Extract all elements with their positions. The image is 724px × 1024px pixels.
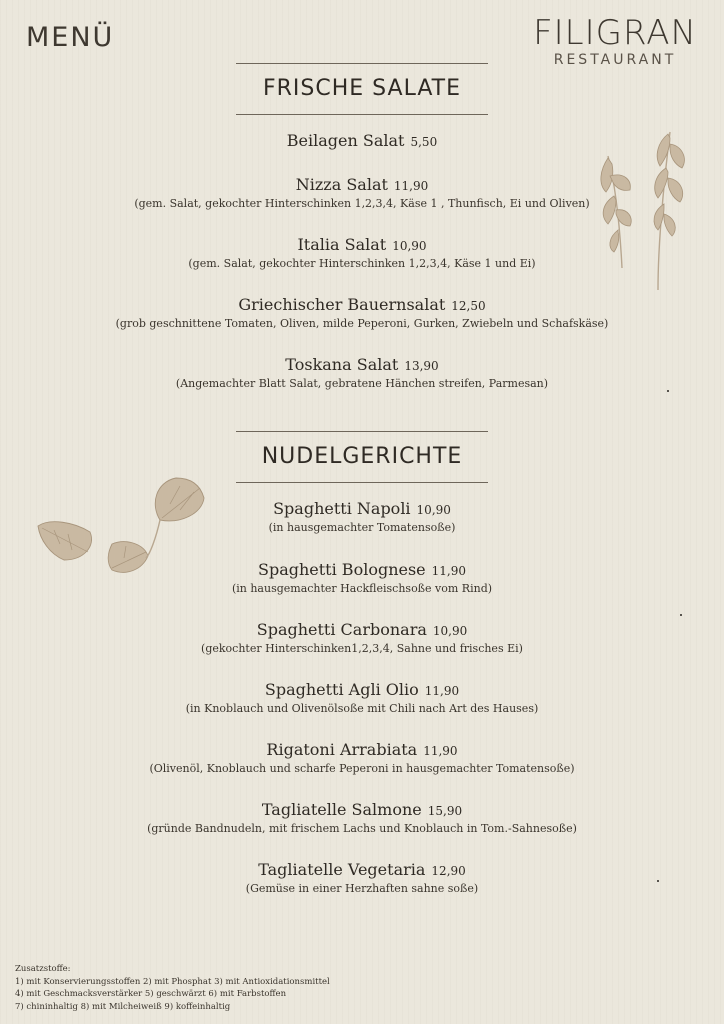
item-name: Spaghetti Bolognese (257, 560, 426, 579)
speck (680, 614, 682, 616)
section-header-salads (0, 63, 724, 115)
item-description: (Gemüse in einer Herzhaften sahne soße) (245, 882, 479, 895)
divider (236, 482, 488, 483)
brand-subtitle: RESTAURANT (553, 52, 677, 68)
item-name: Rigatoni Arrabiata (266, 740, 418, 759)
menu-item (0, 740, 724, 776)
menu-item (0, 355, 724, 391)
menu-item (0, 295, 724, 331)
divider (236, 63, 488, 64)
item-description: (grob geschnittene Tomaten, Oliven, milde Peperoni, Gurken, Zwiebeln und Schafskäse) (115, 317, 609, 330)
footnote-line: 1) mit Konservierungsstoffen 2) mit Phosphat 3) mit Antioxidationsmittel (15, 976, 330, 987)
item-price: 15,90 (427, 804, 463, 818)
item-price: 11,90 (393, 179, 429, 193)
item-description: (in hausgemachter Hackfleischsoße vom Rind) (231, 582, 493, 595)
item-price: 12,50 (451, 299, 486, 313)
menu-label: MENÜ (26, 22, 115, 53)
item-name: Beilagen Salat (286, 131, 405, 150)
item-description: (gekochter Hinterschinken1,2,3,4, Sahne und frisches Ei) (201, 642, 523, 655)
brand-name: FILIGRAN (533, 13, 697, 53)
item-description: (gem. Salat, gekochter Hinterschinken 1,2,3,4, Käse 1 und Ei) (188, 257, 536, 270)
item-price: 11,90 (424, 684, 460, 698)
item-price: 10,90 (432, 624, 468, 638)
item-name: Nizza Salat (295, 175, 388, 194)
section-title: FRISCHE SALATE (262, 76, 462, 101)
item-price: 11,90 (423, 744, 458, 758)
item-description: (in Knoblauch und Olivenölsoße mit Chili nach Art des Hauses) (185, 702, 539, 715)
footnote-line: 7) chininhaltig 8) mit Milcheiweiß 9) koffeinhaltig (15, 1001, 231, 1012)
menu-item (0, 860, 724, 896)
item-price: 10,90 (416, 503, 451, 517)
item-description: (gem. Salat, gekochter Hinterschinken 1,2,3,4, Käse 1 , Thunfisch, Ei und Oliven) (134, 197, 590, 210)
item-description: (gründe Bandnudeln, mit frischem Lachs und Knoblauch in Tom.-Sahnesoße) (147, 822, 577, 835)
divider (236, 431, 488, 432)
basil-leaves-icon (30, 474, 220, 584)
item-price: 11,90 (431, 564, 466, 578)
section-title: NUDELGERICHTE (261, 444, 463, 469)
item-name: Toskana Salat (285, 355, 399, 374)
item-description: (Olivenöl, Knoblauch und scharfe Peperoni in hausgemachter Tomatensoße) (149, 762, 575, 775)
menu-item (0, 620, 724, 656)
brand-logo (520, 14, 710, 68)
item-name: Tagliatelle Vegetaria (258, 860, 426, 879)
footnote-line: Zusatzstoffe: (15, 964, 71, 974)
additives-footnotes (15, 963, 330, 1013)
item-description: (Angemachter Blatt Salat, gebratene Hänchen streifen, Parmesan) (175, 377, 549, 390)
herb-sprig-icon (596, 118, 696, 298)
item-name: Italia Salat (297, 235, 387, 254)
speck (667, 390, 669, 392)
item-name: Spaghetti Carbonara (256, 620, 427, 639)
item-description: (in hausgemachter Tomatensoße) (268, 521, 456, 534)
footnote-line: 4) mit Geschmacksverstärker 5) geschwärzt 6) mit Farbstoffen (15, 989, 287, 999)
item-price: 13,90 (404, 359, 439, 373)
menu-item (0, 800, 724, 836)
item-price: 12,90 (431, 864, 466, 878)
item-price: 10,90 (392, 239, 427, 253)
item-name: Griechischer Bauernsalat (238, 295, 446, 314)
item-name: Tagliatelle Salmone (261, 800, 422, 819)
item-price: 5,50 (410, 135, 438, 149)
speck (657, 880, 659, 882)
item-name: Spaghetti Napoli (273, 499, 411, 518)
divider (236, 114, 488, 115)
menu-item (0, 680, 724, 716)
item-name: Spaghetti Agli Olio (264, 680, 419, 699)
